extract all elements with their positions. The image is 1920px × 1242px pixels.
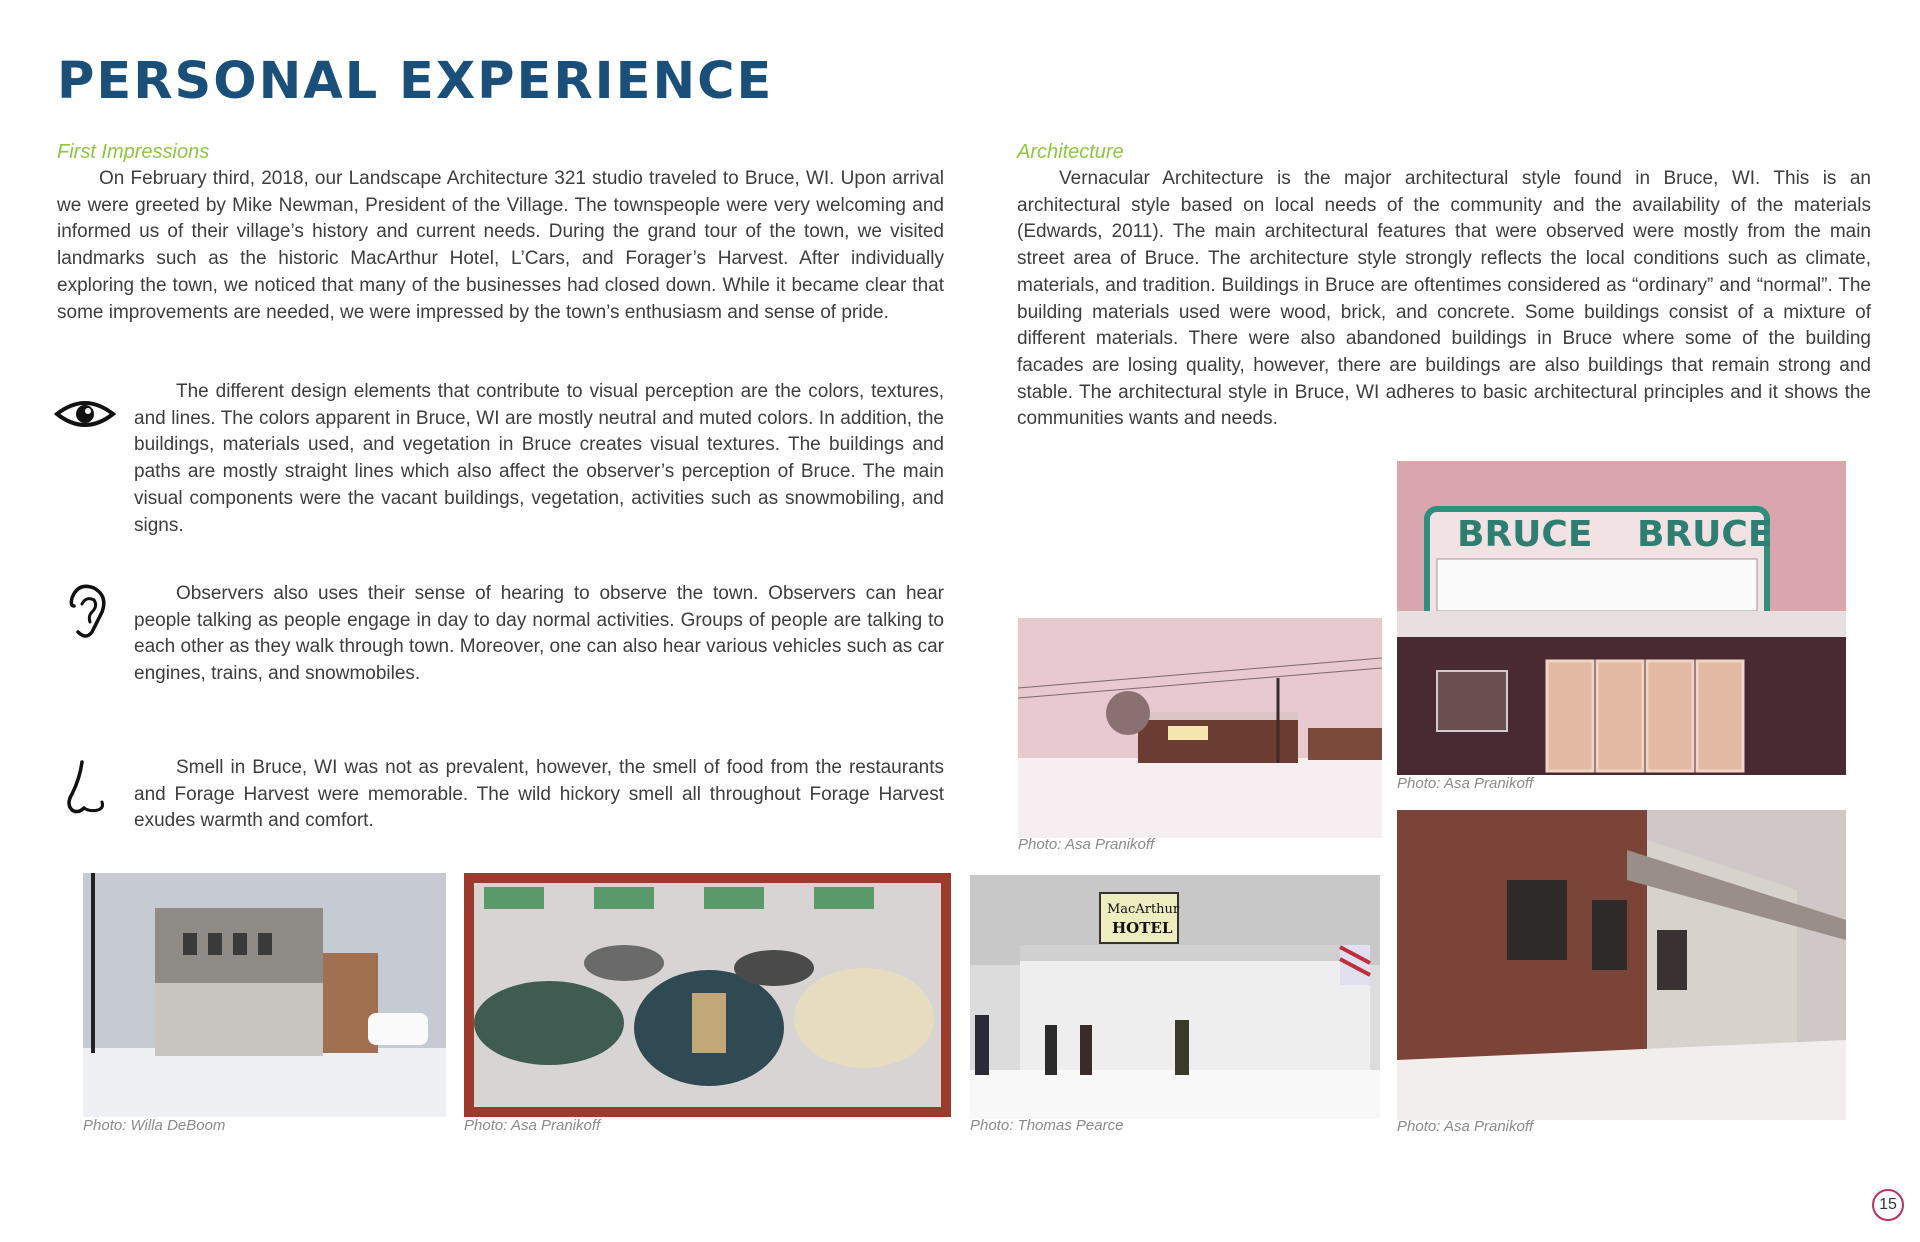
sight-paragraph: The different design elements that contribute to visual perception are the colors, textures, and lines. The colors apparent in Bruce, WI are mostly neutral and muted colors. In addition, the buildings, materials used, and vegetation in Bruce creates visual textures. The buildings and paths are mostly straight lines which also affect the observer’s perception of Bruce. The main visual components were the vacant buildings, vegetation, activities such as snowmobiling, and signs. xyxy=(134,381,944,536)
first-impressions-paragraph: On February third, 2018, our Landscape Architecture 321 studio traveled to Bruce, WI. Upon arrival we were greeted by Mike Newman, President of the Village. The townspeople were very welcoming and informed us of their village’s history and current needs. During the grand tour of the town, we visited landmarks such as the historic MacArthur Hotel, L’Cars, and Forager’s Harvest. After individually exploring the town, we noticed that many of the businesses had closed down. While it became clear that some improvements are needed, we were impressed by the town’s enthusiasm and sense of pride. xyxy=(57,168,944,323)
smell-paragraph: Smell in Bruce, WI was not as prevalent, however, the smell of food from the restaurants and Forage Harvest were memorable. The wild hickory smell all throughout Forage Harvest exudes warmth and comfort. xyxy=(134,757,944,832)
ear-icon xyxy=(56,582,118,644)
theater-photo-caption: Photo: Asa Pranikoff xyxy=(1397,775,1534,792)
hotel-sign-line2: HOTEL xyxy=(1112,919,1173,937)
first-impressions-heading: First Impressions xyxy=(57,141,210,163)
theater-photo xyxy=(1397,461,1846,775)
old-building-photo xyxy=(83,873,446,1117)
macarthur-hotel-photo-caption: Photo: Thomas Pearce xyxy=(970,1117,1124,1134)
street-photo xyxy=(1018,618,1382,838)
street-photo-caption: Photo: Asa Pranikoff xyxy=(1018,836,1155,853)
architecture-heading: Architecture xyxy=(1017,141,1124,163)
architecture-paragraph: Vernacular Architecture is the major architectural style found in Bruce, WI. This is an architectural style based on local needs of the community and the availability of the materials (Edwards, 2011). The main architectural features that were observed were mostly from the main street area of Bruce. The architecture style strongly reflects the local conditions such as climate, materials, and tradition. Buildings in Bruce are oftentimes considered as “ordinary” and “normal”. The building materials used were wood, brick, and concrete. Some buildings consist of a mixture of different materials. There were also abandoned buildings in Bruce where some of the building facades are losing quality, however, there are buildings are also buildings that remain strong and stable. The architectural style in Bruce, WI adheres to basic architectural principles and it shows the communities wants and needs. xyxy=(1017,168,1871,430)
vintage-cars-photo-caption: Photo: Asa Pranikoff xyxy=(464,1117,601,1134)
brick-building-photo-caption: Photo: Asa Pranikoff xyxy=(1397,1118,1534,1135)
nose-icon xyxy=(58,758,120,820)
theater-sign-right: BRUCE xyxy=(1637,514,1773,555)
old-building-photo-caption: Photo: Willa DeBoom xyxy=(83,1117,226,1134)
page-number: 15 xyxy=(1872,1189,1904,1221)
theater-sign-left: BRUCE xyxy=(1457,514,1593,555)
vintage-cars-photo xyxy=(464,873,951,1117)
eye-icon xyxy=(54,383,116,445)
page-title: PERSONAL EXPERIENCE xyxy=(57,52,774,111)
brick-building-photo xyxy=(1397,810,1846,1120)
macarthur-hotel-photo xyxy=(970,875,1380,1119)
hotel-sign-line1: MacArthur xyxy=(1107,902,1180,917)
hearing-paragraph: Observers also uses their sense of hearing to observe the town. Observers can hear people talking as people engage in day to day normal activities. Groups of people are talking to each other as they walk through town. Moreover, one can also hear various vehicles such as car engines, trains, and snowmobiles. xyxy=(134,583,944,685)
